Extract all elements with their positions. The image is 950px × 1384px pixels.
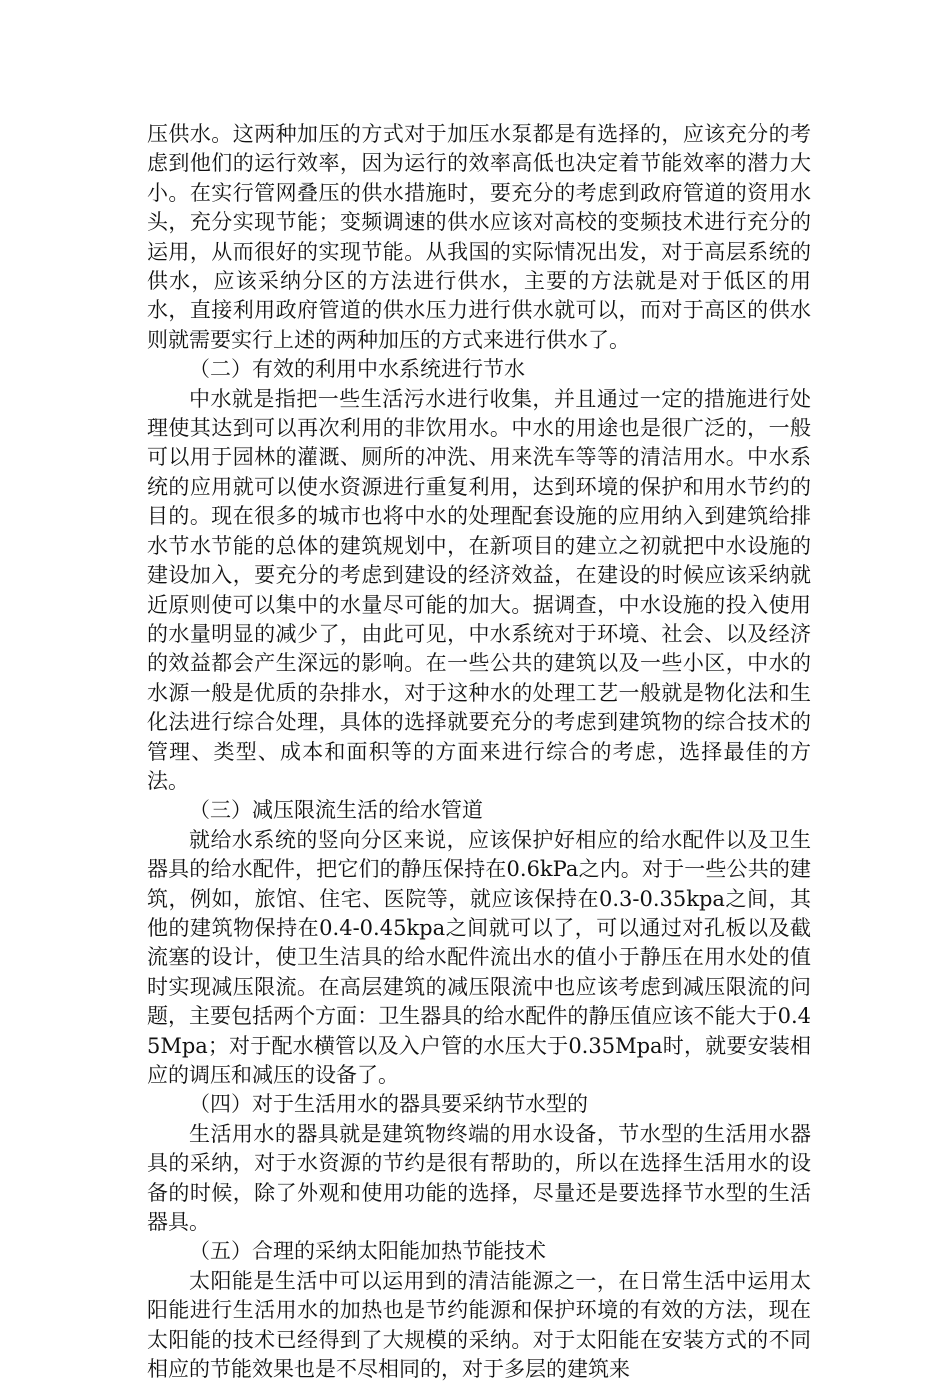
- section-heading: （五）合理的采纳太阳能加热节能技术: [189, 1239, 546, 1264]
- body-paragraph: 压供水。这两种加压的方式对于加压水泵都是有选择的，应该充分的考虑到他们的运行效率，因为运行的效率高低也决定着节能效率的潜力大小。在实行管网叠压的供水措施时，要充分的考虑到政府管道的资用水头，充分实现节能；变频调速的供水应该对高校的变频技术进行充分的运用，从而很好的实现节能。从我国的实际情况出发，对于高层系统的供水，应该采纳分区的方法进行供水，主要的方法就是对于低区的用水，直接利用政府管道的供水压力进行供水就可以，而对于高区的供水则就需要实行上述的两种加压的方式来进行供水了。: [147, 122, 811, 352]
- section-heading: （三）减压限流生活的给水管道: [189, 798, 483, 823]
- document-page: [147, 120, 811, 1384]
- body-paragraph: 就给水系统的竖向分区来说，应该保护好相应的给水配件以及卫生器具的给水配件，把它们的静压保持在0.6kPa之内。对于一些公共的建筑，例如，旅馆、住宅、医院等，就应该保持在0.3-0.35kpa之间，其他的建筑物保持在0.4-0.45kpa之间就可以了，可以通过对孔板以及截流塞的设计，使卫生洁具的给水配件流出水的值小于静压在用水处的值时实现减压限流。在高层建筑的减压限流中也应该考虑到减压限流的问题，主要包括两个方面：卫生器具的给水配件的静压值应该不能大于0.45Mpa；对于配水横管以及入户管的水压大于0.35Mpa时，就要安装相应的调压和减压的设备了。: [147, 827, 811, 1087]
- body-paragraph: 生活用水的器具就是建筑物终端的用水设备，节水型的生活用水器具的采纳，对于水资源的节约是很有帮助的，所以在选择生活用水的设备的时候，除了外观和使用功能的选择，尽量还是要选择节水型的生活器具。: [147, 1121, 811, 1235]
- section-heading: （四）对于生活用水的器具要采纳节水型的: [189, 1092, 588, 1117]
- body-paragraph: 太阳能是生活中可以运用到的清洁能源之一，在日常生活中运用太阳能进行生活用水的加热也是节约能源和保护环境的有效的方法，现在太阳能的技术已经得到了大规模的采纳。对于太阳能在安装方式的不同相应的节能效果也是不尽相同的，对于多层的建筑来: [147, 1268, 811, 1382]
- section-heading: （二）有效的利用中水系统进行节水: [189, 357, 525, 382]
- body-paragraph: 中水就是指把一些生活污水进行收集，并且通过一定的措施进行处理使其达到可以再次利用的非饮用水。中水的用途也是很广泛的，一般可以用于园林的灌溉、厕所的冲洗、用来洗车等等的清洁用水。中水系统的应用就可以使水资源进行重复利用，达到环境的保护和用水节约的目的。现在很多的城市也将中水的处理配套设施的应用纳入到建筑给排水节水节能的总体的建筑规划中，在新项目的建立之初就把中水设施的建设加入，要充分的考虑到建设的经济效益，在建设的时候应该采纳就近原则使可以集中的水量尽可能的加大。据调查，中水设施的投入使用的水量明显的减少了，由此可见，中水系统对于环境、社会、以及经济的效益都会产生深远的影响。在一些公共的建筑以及一些小区，中水的水源一般是优质的杂排水，对于这种水的处理工艺一般就是物化法和生化法进行综合处理，具体的选择就要充分的考虑到建筑物的综合技术的管理、类型、成本和面积等的方面来进行综合的考虑，选择最佳的方法。: [147, 386, 811, 793]
